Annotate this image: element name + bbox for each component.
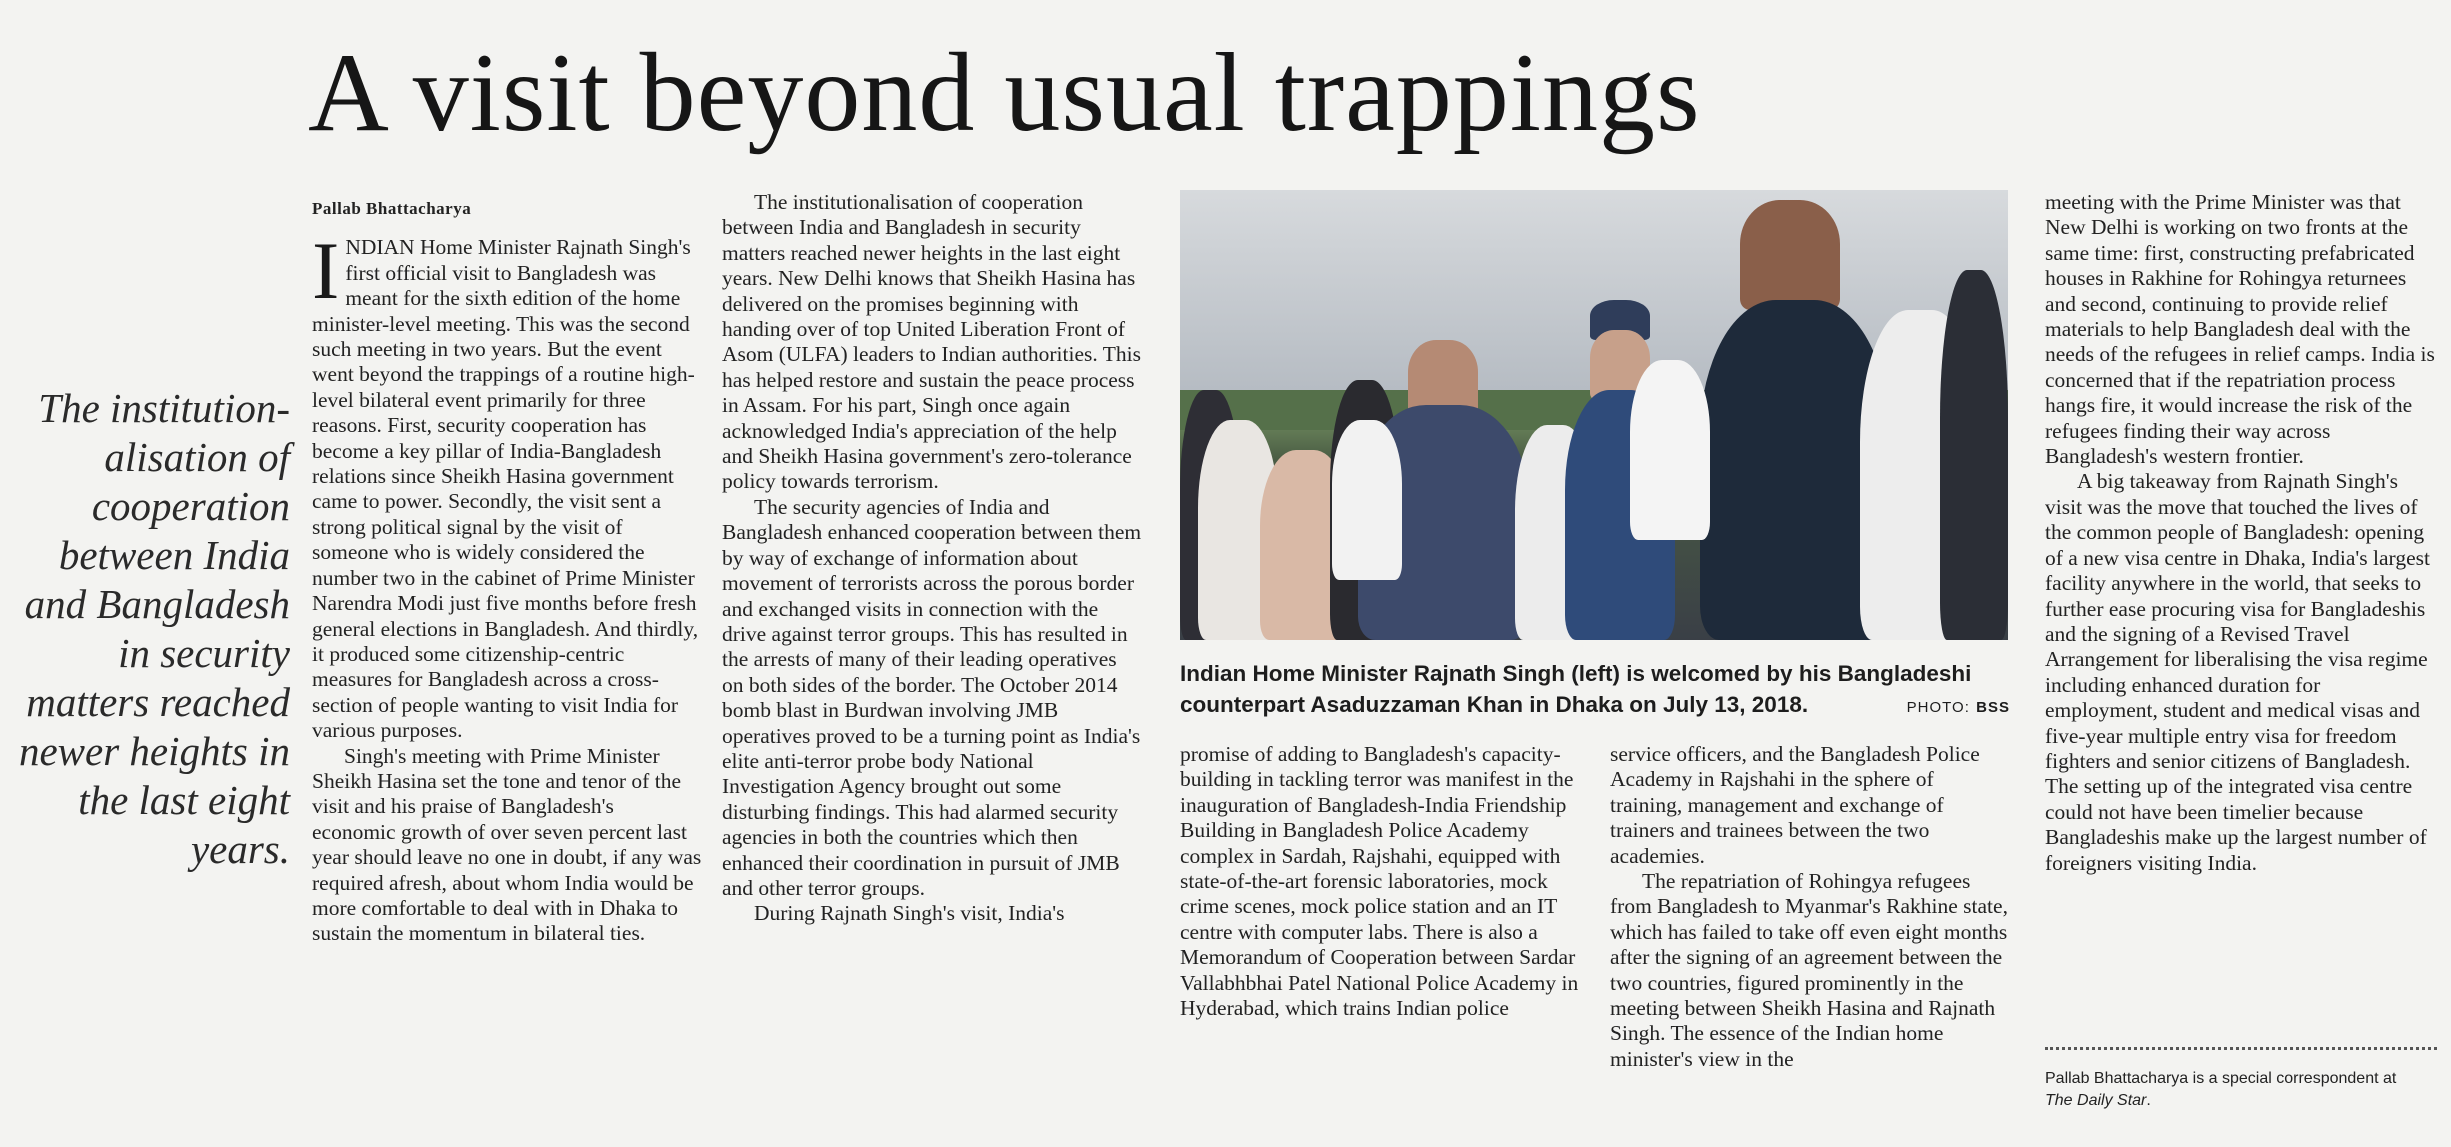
article-column-1	[312, 196, 702, 947]
photo-figure-sleeve	[1630, 360, 1710, 540]
photo-figure-sleeve	[1332, 420, 1402, 580]
paragraph: During Rajnath Singh's visit, India's	[754, 901, 1065, 926]
paragraph: service officers, and the Bangladesh Police Academy in Rajshahi in the sphere of training, management and exchange of trainers and trainees between the two academies.	[1610, 742, 1980, 868]
paragraph: The security agencies of India and Bangladesh enhanced cooperation between them by way of exchange of information about movement of terrorists across the porous border and exchanged visits in connection with the drive against terror groups. This has resulted in the arrests of many of their leading operatives on both sides of the border. The October 2014 bomb blast in Burdwan involving JMB operatives proved to be a turning point as India's elite anti-terror probe body National Investigation Agency brought out some disturbing findings. This had alarmed security agencies in both the countries which then enhanced their coordination in pursuit of JMB and other terror groups.	[722, 494, 1142, 900]
photo-credit: BSS	[1976, 699, 2010, 716]
paragraph: meeting with the Prime Minister was that New Delhi is working on two fronts at the same time: first, constructing prefabricated houses in Rakhine for Rohingya returnees and second, continuing to provide relief materials to help Bangladesh deal with the needs of the refugees in relief camps. India is concerned that if the repatriation process hangs fire, it would increase the risk of the refugees finding their way across Bangladesh's western frontier.	[2045, 190, 2435, 469]
paragraph: The repatriation of Rohingya refugees from Bangladesh to Myanmar's Rakhine state, which has failed to take off even eight months after the signing of an agreement between the two countries, figured prominently in the meeting between Sheikh Hasina and Rajnath Singh. The essence of the Indian home minister's view in the	[1610, 869, 2008, 1071]
photo-credit-label: PHOTO:	[1906, 699, 1970, 716]
bio-end: .	[2146, 1092, 2151, 1109]
photo-caption	[1180, 658, 2010, 723]
bio-text: Pallab Bhattacharya is a special correspondent at	[2045, 1070, 2397, 1087]
news-photo	[1180, 190, 2008, 640]
headline: A visit beyond usual trappings	[308, 31, 1701, 155]
article-column-4	[1610, 742, 2010, 1072]
pull-quote: The institution-alisation of cooperation between India and Bangladesh in security matters reached newer heights in the last eight years.	[18, 385, 290, 872]
byline: Pallab Bhattacharya	[312, 199, 472, 218]
paragraph: Singh's meeting with Prime Minister Sheikh Hasina set the tone and tenor of the visit and his praise of Bangladesh's economic growth of over seven percent last year should leave no one in doubt, if any was required afresh, about whom India would be more comfortable to deal with in Dhaka to sustain the momentum in bilateral ties.	[312, 743, 702, 946]
paragraph: A big takeaway from Rajnath Singh's visit was the move that touched the lives of the common people of Bangladesh: opening of a new visa centre in Dhaka, India's largest facility anywhere in the world, that seeks to further ease procuring visa for Bangladeshis and the signing of a Revised Travel Arrangement for liberalising the visa regime including enhanced duration for employment, student and medical visas and five-year multiple entry visa for freedom fighters and senior citizens of Bangladesh. The setting up of the integrated visa centre could not have been timelier because Bangladeshis make up the largest number of foreigners visiting India.	[2045, 469, 2430, 875]
article-column-2	[722, 190, 1142, 927]
article-column-3	[1180, 742, 1580, 1021]
author-bio	[2045, 1068, 2445, 1112]
paragraph: The institutionalisation of cooperation between India and Bangladesh in security matters reached newer heights in the last eight years. New Delhi knows that Sheikh Hasina has delivered on the promises beginning with handing over of top United Liberation Front of Asom (ULFA) leaders to Indian authorities. This has helped restore and sustain the peace process in Assam. For his part, Singh once again acknowledged India's appreciation of the help and Sheikh Hasina government's zero-tolerance policy towards terrorism.	[722, 190, 1141, 494]
caption-text: Indian Home Minister Rajnath Singh (left) is welcomed by his Bangladeshi counterpart Asaduzzaman Khan in Dhaka on July 13, 2018.	[1180, 661, 1972, 717]
paragraph: promise of adding to Bangladesh's capacity-building in tackling terror was manifest in the inauguration of Bangladesh-India Friendship Building in Bangladesh Police Academy complex in Sardah, Rajshahi, equipped with state-of-the-art forensic laboratories, mock crime scenes, mock police station and an IT centre with computer labs. There is also a Memorandum of Cooperation between Sardar Vallabhbhai Patel National Police Academy in Hyderabad, which trains Indian police	[1180, 742, 1579, 1021]
bio-newspaper: The Daily Star	[2045, 1092, 2147, 1109]
drop-cap: I	[312, 225, 340, 317]
dotted-divider	[2045, 1047, 2437, 1050]
article-column-5	[2045, 190, 2435, 876]
photo-figure-head	[1740, 200, 1840, 310]
paragraph: NDIAN Home Minister Rajnath Singh's first official visit to Bangladesh was meant for the sixth edition of the home minister-level meeting. This was the second such meeting in two years. But the event went beyond the trappings of a routine high-level bilateral event primarily for three reasons. First, security cooperation has become a key pillar of India-Bangladesh relations since Sheikh Hasina government came to power. Secondly, the visit sent a strong political signal by the visit of someone who is widely considered the number two in the cabinet of Prime Minister Narendra Modi just five months before fresh general elections in Bangladesh. And thirdly, it produced some citizenship-centric measures for Bangladesh across a cross-section of people wanting to visit India for various purposes.	[312, 235, 699, 743]
photo-figure	[1940, 270, 2008, 640]
